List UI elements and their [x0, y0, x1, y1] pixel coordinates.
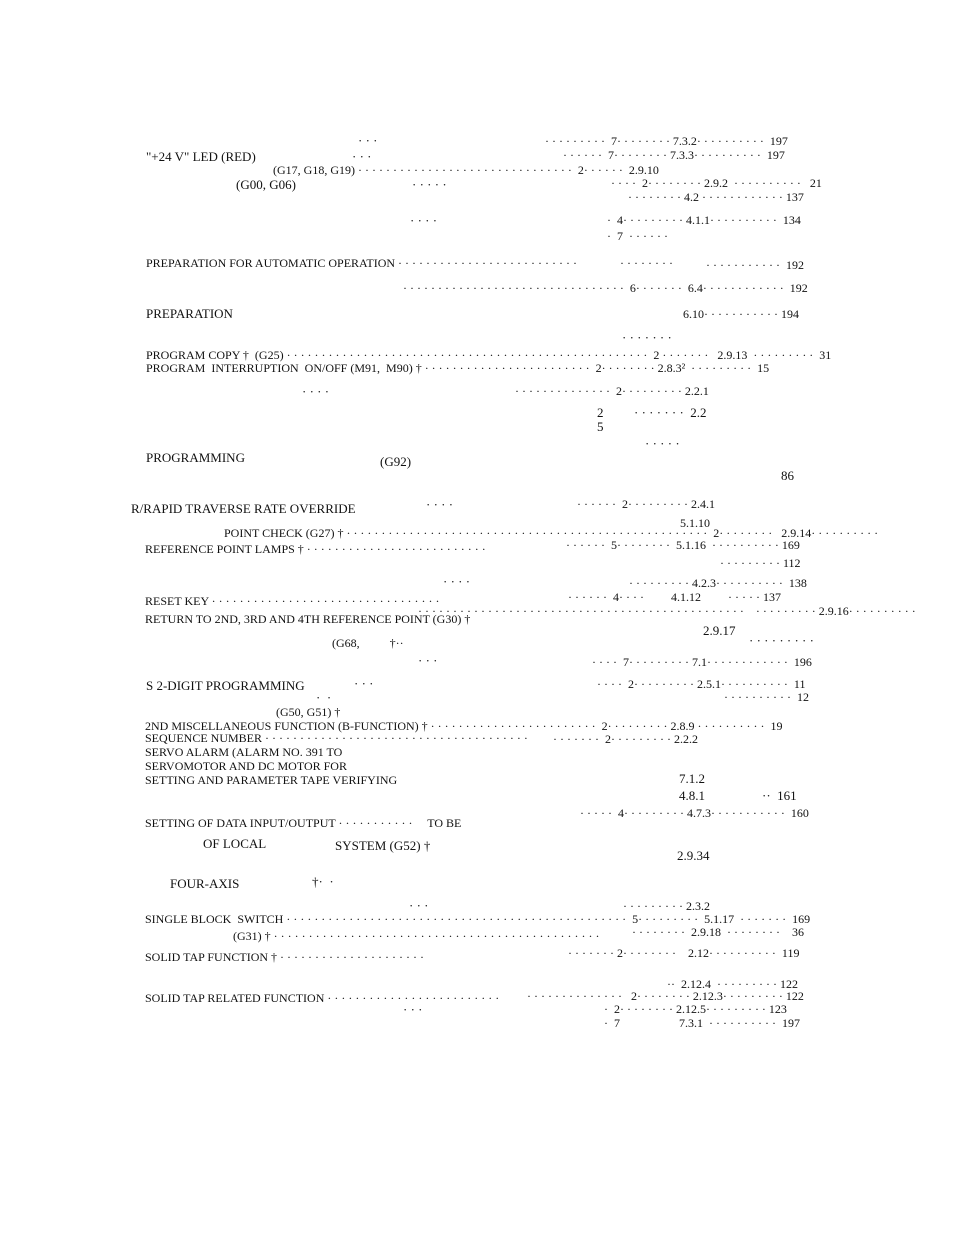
- index-fragment: · · · · · · · · 4.2 · · · · · · · · · · · · 137: [628, 190, 804, 204]
- index-fragment: · · · · · · · 2.2: [634, 405, 707, 420]
- index-fragment: · · · · · · · · · · · · · · 2· · · · · · · · 2.12.3· · · · · · · · · 122: [527, 989, 804, 1003]
- index-fragment: · · · ·: [443, 574, 471, 589]
- index-fragment: · · · · · · 4· · · · 4.1.12 · · · · · 137: [568, 590, 781, 604]
- index-fragment: PROGRAMMING: [146, 450, 245, 465]
- index-fragment: · · · · · · · ·: [620, 256, 673, 270]
- index-fragment: · ·: [316, 690, 332, 705]
- index-fragment: RESET KEY · · · · · · · · · · · · · · · · · · · · · · · · · · · · · · · · ·: [145, 594, 440, 608]
- index-fragment: SERVO ALARM (ALARM NO. 391 TO: [145, 745, 343, 759]
- index-fragment: (G17, G18, G19) · · · · · · · · · · · · · · · · · · · · · · · · · · · · · · · 2· · · · · · 2.9.10: [273, 163, 659, 177]
- index-fragment: RETURN TO 2ND, 3RD AND 4TH REFERENCE POINT (G30) †: [145, 612, 471, 626]
- index-fragment: PREPARATION: [146, 306, 233, 321]
- index-fragment: · · · · · · · · · · · · · · 2· · · · · · · · · 2.2.1: [515, 384, 709, 398]
- index-fragment: (G31) † · · · · · · · · · · · · · · · · · · · · · · · · · · · · · · · · · · · · · · · · · · · · · · ·: [233, 929, 600, 943]
- index-fragment: 7.1.2: [679, 771, 705, 786]
- index-fragment: 2ND MISCELLANEOUS FUNCTION (B-FUNCTION) † · · · · · · · · · · · · · · · · · · · · · · · · 2· · · · · · · · · 2.8.9 · · · · · · · · · · 19: [145, 719, 783, 733]
- index-fragment: SOLID TAP RELATED FUNCTION · · · · · · · · · · · · · · · · · · · · · · · · ·: [145, 991, 500, 1005]
- index-fragment: · · ·: [358, 133, 378, 148]
- index-fragment: REFERENCE POINT LAMPS † · · · · · · · · · · · · · · · · · · · · · · · · · ·: [145, 542, 486, 556]
- index-fragment: · · ·: [409, 898, 429, 913]
- index-fragment: (G68, †··: [332, 636, 404, 650]
- index-fragment: ·· 2.12.4 · · · · · · · · · 122: [667, 977, 798, 991]
- index-fragment: · · · · · · · · 2.9.18 · · · · · · · · 36: [632, 925, 804, 939]
- index-fragment: · 4· · · · · · · · · 4.1.1· · · · · · · · · · 134: [607, 213, 801, 227]
- index-fragment: · · · · 7· · · · · · · · · 7.1· · · · · · · · · · · · 196: [592, 655, 812, 669]
- index-fragment: SERVOMOTOR AND DC MOTOR FOR: [145, 759, 347, 773]
- index-fragment: · · · · · · · · · · · · · · · · · · · · · · · · · · · · · · · · 6· · · · · · · 6.4· · · · · · · · · · · · 192: [403, 281, 808, 295]
- index-fragment: · · ·: [352, 149, 372, 164]
- index-fragment: (G92): [380, 454, 412, 469]
- index-fragment: PREPARATION FOR AUTOMATIC OPERATION · · · · · · · · · · · · · · · · · · · · · · · · · ·: [146, 256, 577, 270]
- index-fragment: · · · · · · ·: [622, 330, 672, 345]
- index-fragment: · 7: [604, 1016, 620, 1030]
- index-fragment: 5: [597, 419, 604, 434]
- index-fragment: 4.8.1: [679, 788, 705, 803]
- index-fragment: · · · · · · · · · 4.2.3· · · · · · · · · · 138: [629, 576, 807, 590]
- index-fragment: (G00, G06): [236, 177, 296, 192]
- index-fragment: · 2· · · · · · · · 2.12.5· · · · · · · · · 123: [604, 1002, 787, 1016]
- index-fragment: OF LOCAL: [203, 836, 267, 851]
- index-fragment: · · · · · 4· · · · · · · · · 4.7.3· · · · · · · · · · · 160: [580, 806, 809, 820]
- index-fragment: SINGLE BLOCK SWITCH · · · · · · · · · · · · · · · · · · · · · · · · · · · · · · · · · · · · · · · · · · · · · · · · · 5· · · · · · · · · 5.1.17 · · · · · · · 169: [145, 912, 811, 926]
- index-fragment: · · · · 2· · · · · · · · · 2.5.1· · · · · · · · · · 11: [597, 677, 806, 691]
- index-fragment: SOLID TAP FUNCTION † · · · · · · · · · · · · · · · · · · · · ·: [145, 950, 424, 964]
- index-fragment: (G50, G51) †: [276, 705, 341, 719]
- index-fragment: 6.10· · · · · · · · · · · 194: [683, 307, 799, 321]
- index-fragment: · · · · ·: [645, 436, 680, 451]
- index-fragment: · · ·: [354, 676, 374, 691]
- index-fragment: · · · ·: [426, 497, 454, 512]
- index-fragment: · · · · · · · 2· · · · · · · · · 2.2.2: [553, 732, 698, 746]
- index-fragment: · · · · · · 5· · · · · · · · 5.1.16 · · · · · · · · · · 169: [566, 538, 800, 552]
- index-fragment: · · · · · · · · · 112: [720, 556, 801, 570]
- index-fragment: FOUR-AXIS: [170, 876, 240, 891]
- index-fragment: 86: [781, 468, 794, 483]
- index-fragment: · · · · · · 2· · · · · · · · · 2.4.1: [577, 497, 715, 511]
- index-fragment: · · · · ·: [412, 177, 447, 192]
- index-fragment: · · · ·: [410, 213, 438, 228]
- index-fragment: 2.9.34: [677, 848, 710, 863]
- index-fragment: · 7 · · · · · ·: [607, 229, 668, 243]
- index-fragment: SETTING AND PARAMETER TAPE VERIFYING: [145, 773, 398, 787]
- index-fragment: R/RAPID TRAVERSE RATE OVERRIDE: [131, 501, 356, 516]
- index-fragment: SEQUENCE NUMBER · · · · · · · · · · · · · · · · · · · · · · · · · · · · · · · · · · · · · ·: [145, 731, 528, 745]
- index-fragment: SYSTEM (G52) †: [335, 838, 431, 853]
- index-fragment: POINT CHECK (G27) † · · · · · · · · · · · · · · · · · · · · · · · · · · · · · · · · · · · · · · · · · · · · · · · · · · · · 2· · · · · · · · 2.9.14· · · · · · · · · ·: [224, 526, 879, 540]
- index-fragment: †· ·: [312, 874, 334, 889]
- index-fragment: "+24 V" LED (RED): [146, 149, 256, 164]
- index-fragment: · · · · · · · · · 2.3.2: [623, 899, 710, 913]
- index-fragment: S 2-DIGIT PROGRAMMING: [146, 678, 305, 693]
- index-fragment: ·· 161: [762, 788, 797, 803]
- index-fragment: 2: [597, 405, 604, 420]
- index-fragment: · · · · · · · 2· · · · · · · · 2.12· · · · · · · · · · 119: [568, 946, 800, 960]
- index-fragment: · · · · 2· · · · · · · · 2.9.2 · · · · · · · · · · 21: [611, 176, 822, 190]
- index-fragment: · · · · · · · · ·: [749, 633, 814, 648]
- index-fragment: SETTING OF DATA INPUT/OUTPUT · · · · · · · · · · · TO BE: [145, 816, 462, 830]
- index-fragment: · · · · · · · · · 7· · · · · · · · 7.3.2· · · · · · · · · · 197: [545, 134, 788, 148]
- index-fragment: · · · ·: [302, 384, 330, 399]
- index-fragment: · · ·: [418, 653, 438, 668]
- index-fragment: · · · · · · · · · · · · · · · · · · · · · · · · · · · · · · · · · · · · · · · · · · · · · · · · · · · · · · · · 2.9.16· · · · · · · · · ·: [418, 604, 916, 618]
- index-fragment: PROGRAM COPY † (G25) · · · · · · · · · · · · · · · · · · · · · · · · · · · · · · · · · · · · · · · · · · · · · · · · · · · · 2 · · · · · · · 2.9.13 · · · · · · · · · 31: [146, 348, 832, 362]
- index-fragment: · · · · · · · · · · 12: [724, 690, 809, 704]
- index-fragment: 5.1.10: [680, 516, 710, 530]
- index-fragment: · · · · · · · · · · · 192: [706, 258, 804, 272]
- index-fragment: · · ·: [403, 1002, 423, 1017]
- index-fragment: 2.9.17: [703, 623, 736, 638]
- index-fragment: · · · · · · 7· · · · · · · · 7.3.3· · · · · · · · · · 197: [563, 148, 785, 162]
- index-fragment: 7.3.1 · · · · · · · · · · 197: [679, 1016, 800, 1030]
- index-fragment: PROGRAM INTERRUPTION ON/OFF (M91, M90) † · · · · · · · · · · · · · · · · · · · · · · · · 2· · · · · · · · 2.8.3² · · · · · · · · · 15: [146, 361, 770, 375]
